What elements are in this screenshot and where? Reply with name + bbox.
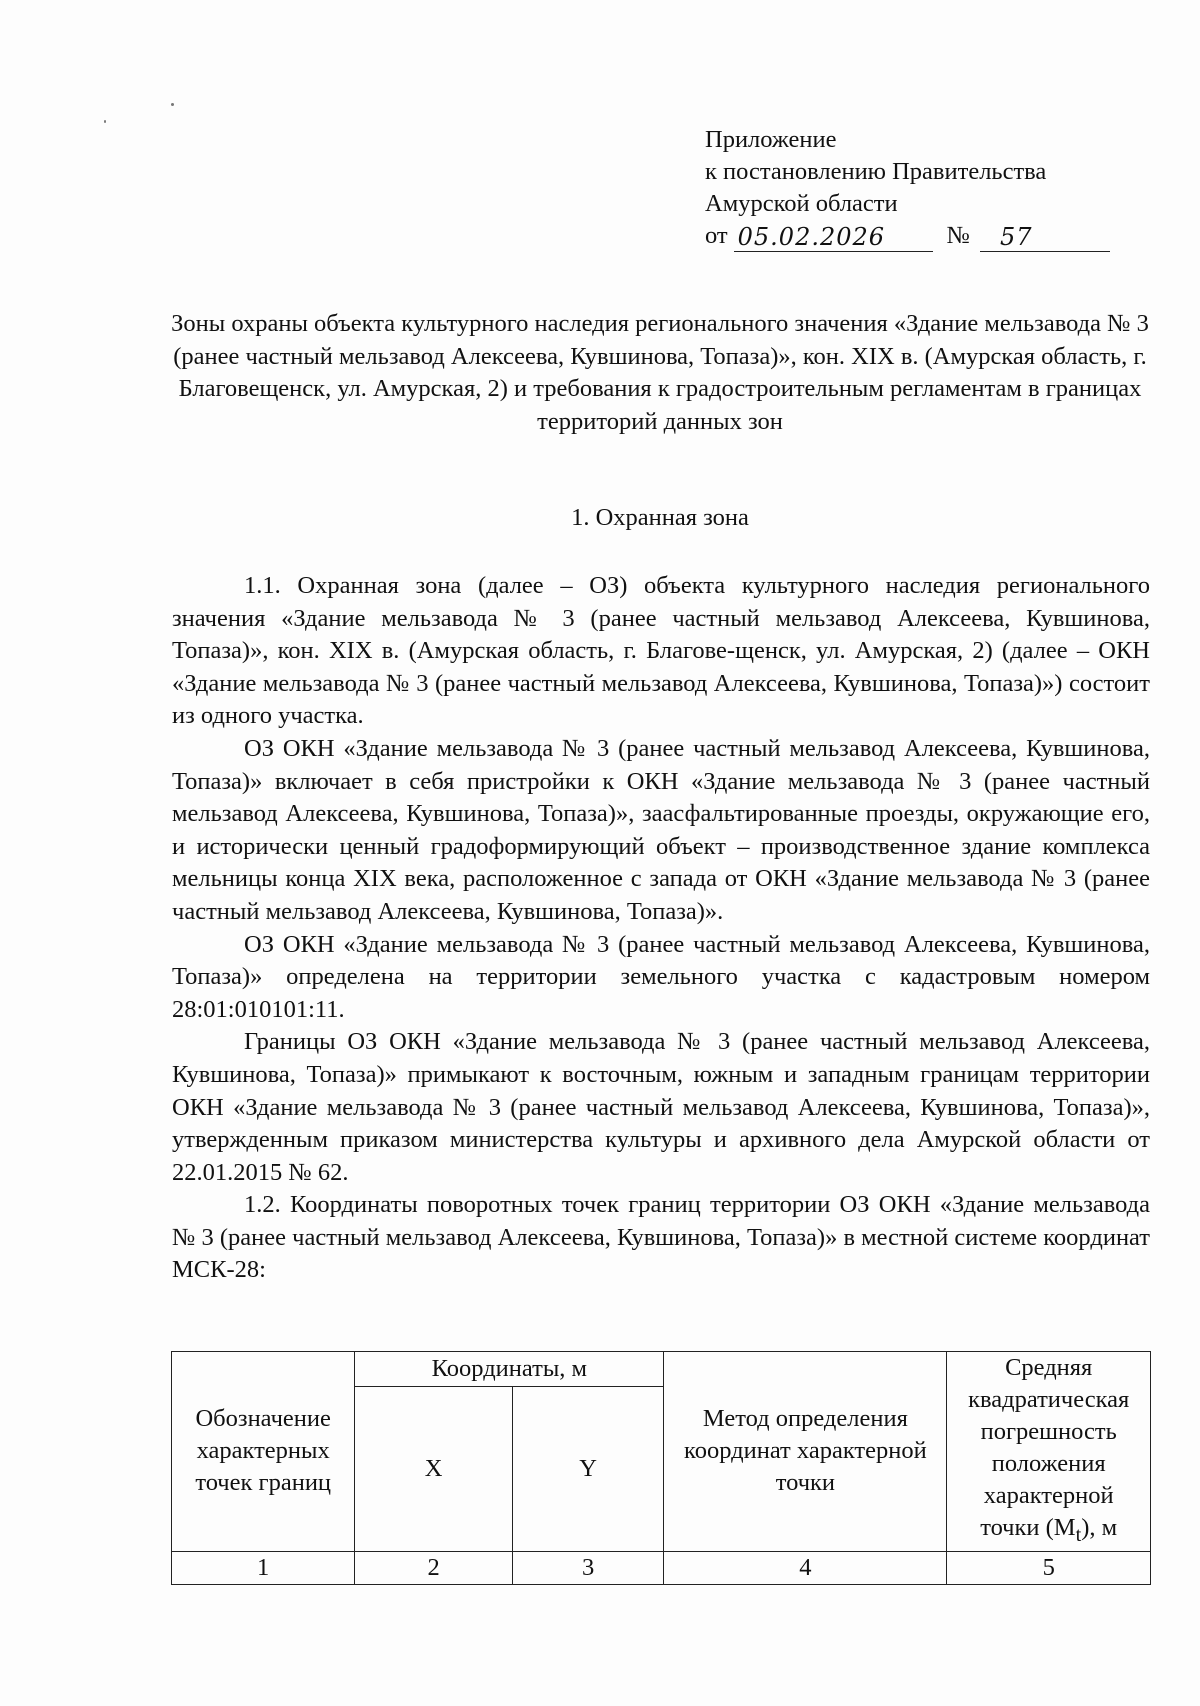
appendix-date-row bbox=[705, 220, 1110, 252]
error-header-subscript: t bbox=[1075, 1523, 1082, 1546]
col-header-x: X bbox=[355, 1386, 512, 1551]
table-row bbox=[172, 1551, 1151, 1584]
scan-speck bbox=[104, 120, 106, 123]
appendix-block bbox=[705, 124, 1110, 252]
appendix-line-1: Приложение bbox=[705, 126, 837, 153]
col-header-error bbox=[947, 1352, 1151, 1552]
section-heading: 1. Охранная зона bbox=[571, 504, 749, 531]
error-header-text: Средняя квадратическая погрешность положения характерной точки (M bbox=[968, 1354, 1130, 1541]
date-prefix: от bbox=[705, 222, 728, 249]
col-header-method: Метод определения координат характерной точки bbox=[664, 1352, 947, 1552]
number-handwritten: 57 bbox=[980, 223, 1110, 252]
paragraph-1-1: 1.1. Охранная зона (далее – ОЗ) объекта культурного наследия регионального значения «Здание мельзавода № 3 (ранее частный мельзавод Алексеева, Кувшинова, Топаза)», кон. XIX в. (Амурская область, г. Благове-щенск, ул. Амурская, 2) (далее – ОКН «Здание мельзавода № 3 (ранее частный мельзавод Алексеева, Кувшинова, Топаза)») состоит из одного участка. bbox=[172, 572, 1150, 730]
document-title: Зоны охраны объекта культурного наследия регионального значения «Здание мельзавода № 3 (ранее частный мельзавод Алексеева, Кувшинова, Топаза)», кон. XIX в. (Амурская область, г. Благовещенск, ул. Амурская, 2) и требования к градостроительным регламентам в границах территорий данных зон bbox=[171, 310, 1149, 435]
scan-speck bbox=[171, 103, 174, 106]
coordinates-table bbox=[171, 1351, 1151, 1585]
table-cell-number: 3 bbox=[512, 1551, 664, 1584]
error-header-unit: ), м bbox=[1081, 1514, 1118, 1541]
number-sign: № bbox=[946, 222, 971, 249]
table-cell-number: 5 bbox=[947, 1551, 1151, 1584]
paragraph-cadastral: ОЗ ОКН «Здание мельзавода № 3 (ранее частный мельзавод Алексеева, Кувшинова, Топаза)» определена на территории земельного участка с кадастровым номером 28:01:010101:11. bbox=[172, 930, 1150, 1023]
paragraph-boundaries: Границы ОЗ ОКН «Здание мельзавода № 3 (ранее частный мельзавод Алексеева, Кувшинова, Топаза)» примыкают к восточным, южным и западным границам территории ОКН «Здание мельзавода № 3 (ранее частный мельзавод Алексеева, Кувшинова, Топаза)», утвержденным приказом министерства культуры и архивного дела Амурской области от 22.01.2015 № 62. bbox=[172, 1028, 1150, 1186]
date-handwritten: 05.02.2026 bbox=[734, 223, 933, 252]
appendix-line-2: к постановлению Правительства bbox=[705, 158, 1047, 185]
body-text bbox=[172, 570, 1150, 1287]
table-cell-number: 1 bbox=[172, 1551, 355, 1584]
paragraph-composition: ОЗ ОКН «Здание мельзавода № 3 (ранее частный мельзавод Алексеева, Кувшинова, Топаза)» включает в себя пристройки к ОКН «Здание мельзавода № 3 (ранее частный мельзавод Алексеева, Кувшинова, Топаза)», заасфальтированные проезды, окружающие его, и исторически ценный градоформирующий объект – производственное здание комплекса мельницы конца XIX века, расположенное с запада от ОКН «Здание мельзавода № 3 (ранее частный мельзавод Алексеева, Кувшинова, Топаза)». bbox=[172, 734, 1150, 925]
appendix-line-3: Амурской области bbox=[705, 190, 898, 217]
paragraph-1-2: 1.2. Координаты поворотных точек границ территории ОЗ ОКН «Здание мельзавода № 3 (ранее частный мельзавод Алексеева, Кувшинова, Топаза)» в местной системе координат МСК-28: bbox=[172, 1191, 1150, 1284]
table-cell-number: 4 bbox=[664, 1551, 947, 1584]
table-cell-number: 2 bbox=[355, 1551, 512, 1584]
table-header-row-1 bbox=[172, 1352, 1151, 1387]
col-header-coordinates: Координаты, м bbox=[355, 1352, 664, 1387]
col-header-points: Обозначение характерных точек границ bbox=[172, 1352, 355, 1552]
col-header-y: Y bbox=[512, 1386, 664, 1551]
